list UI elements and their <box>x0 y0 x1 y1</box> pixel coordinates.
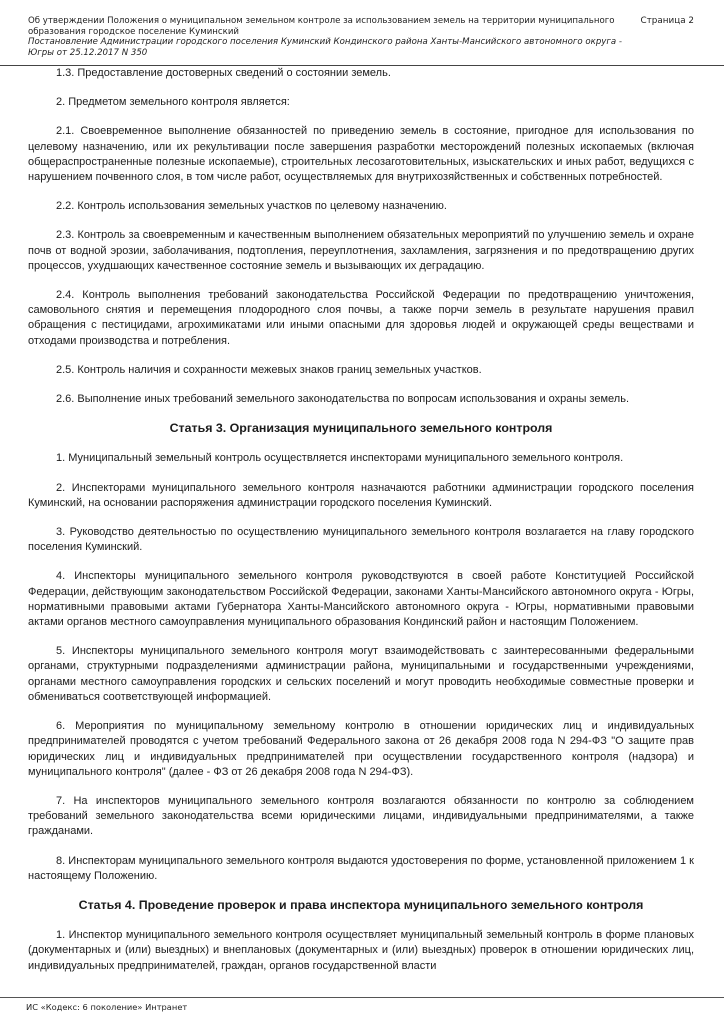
paragraph-2-5: 2.5. Контроль наличия и сохранности межевых знаков границ земельных участков. <box>56 363 482 376</box>
article-3-paragraph-4: 4. Инспекторы муниципального земельного контроля руководствуются в своей работе Конституцией Российской Федерации, действующим законодательством Российской Федерации, законами Ханты-Мансийского автономного округа - Югры, нормативными правовыми актами Губернатора Ханты-Мансийского автономного округа - Югры, нормативными правовыми актами органов местного самоуправления муниципального образования Кондинский район и настоящим Положением. <box>28 570 694 629</box>
paragraph-2-2: 2.2. Контроль использования земельных участков по целевому назначению. <box>56 200 447 213</box>
article-4-heading: Статья 4. Проведение проверок и права инспектора муниципального земельного контроля <box>78 897 644 912</box>
paragraph-1-3: 1.3. Предоставление достоверных сведений о состоянии земель. <box>56 67 391 79</box>
article-3-paragraph-8: 8. Инспекторам муниципального земельного контроля выдаются удостоверения по форме, установленной приложением 1 к настоящему Положению. <box>28 854 694 882</box>
paragraph-2-4: 2.4. Контроль выполнения требований законодательства Российской Федерации по предотвращению уничтожения, самовольного снятия и перемещения плодородного слоя почвы, а также порчи земель в результате нарушения правил обращения с пестицидами, агрохимикатами или иными опасными для здоровья людей и окружающей среды веществами и отходами производства и потребления. <box>28 289 694 347</box>
document-title: Об утверждении Положения о муниципальном земельном контроле за использованием земель на территории муниципального образования городское поселение Куминский <box>28 16 615 37</box>
page-header <box>28 16 694 58</box>
article-3-paragraph-6: 6. Мероприятия по муниципальному земельному контролю в отношении юридических лиц и индивидуальных предпринимателей проводятся с учетом требований Федерального закона от 26 декабря 2008 года N 294-ФЗ "О защите прав юридических лиц и индивидуальных предпринимателей при осуществлении государственного контроля (надзора) и муниципального контроля" (далее - ФЗ от 26 декабря 2008 года N 294-ФЗ). <box>28 720 694 778</box>
paragraph-2-6: 2.6. Выполнение иных требований земельного законодательства по вопросам использования и охраны земель. <box>56 393 629 406</box>
document-subtitle: Постановление Администрации городского поселения Куминский Кондинского района Ханты-Мансийского автономного округа - Югры от 25.12.2017 N 350 <box>28 37 622 58</box>
article-3-paragraph-2: 2. Инспекторами муниципального земельного контроля назначаются работники администрации городского поселения Куминский, на основании распоряжения администрации городского поселения Куминский. <box>28 481 694 509</box>
article-3-paragraph-1: 1. Муниципальный земельный контроль осуществляется инспекторами муниципального земельного контроля. <box>56 452 624 465</box>
paragraph-2-3: 2.3. Контроль за своевременным и качественным выполнением обязательных мероприятий по улучшению земель и охране почв от водной эрозии, заболачивания, подтопления, переуплотнения, захламления, загрязнения и по предотвращению других процессов, ухудшающих качественное состояние земель и вызывающих их деградацию. <box>28 229 694 272</box>
document-body <box>28 66 694 988</box>
article-3-heading: Статья 3. Организация муниципального земельного контроля <box>169 421 553 436</box>
article-3-paragraph-3: 3. Руководство деятельностью по осуществлению муниципального земельного контроля возлагается на главу городского поселения Куминский. <box>28 526 694 554</box>
article-3-paragraph-7: 7. На инспекторов муниципального земельного контроля возлагаются обязанности по контролю за соблюдением требований земельного законодательства всеми юридическими лицами, индивидуальными предпринимателями, а также гражданами. <box>28 794 694 838</box>
paragraph-2-1: 2.1. Своевременное выполнение обязанностей по приведению земель в состояние, пригодное для использования по целевому назначению, или их рекультивации после завершения разработки месторождений полезных ископаемых (включая общераспространенные полезные ископаемые), строительных лесозаготовительных, изыскательских и иных работ, ведущихся с нарушением почвенного слоя, в том числе работ, осуществляемых для внутрихозяйственных и собственных потребностей. <box>28 125 694 184</box>
paragraph-2: 2. Предметом земельного контроля является: <box>56 96 290 109</box>
article-4-paragraph-1: 1. Инспектор муниципального земельного контроля осуществляет муниципальный земельный контроль в форме плановых (документарных и (или) выездных) и внеплановых (документарных и (или) выездных) проверок в отношении юридических лиц, индивидуальных предпринимателей, граждан, органов государственной власти <box>28 929 694 972</box>
footer-divider <box>0 997 724 998</box>
page-footer: ИС «Кодекс: 6 поколение» Интранет <box>26 1002 188 1012</box>
page-number: Страница 2 <box>640 16 694 26</box>
article-3-paragraph-5: 5. Инспекторы муниципального земельного контроля могут взаимодействовать с заинтересованными федеральными органами, структурными подразделениями администрации района, муниципальными и государственными учреждениями, органами местного самоуправления городских и сельских поселений и могут проводить необходимые совместные проверки и обмениваться соответствующей информацией. <box>28 645 694 703</box>
